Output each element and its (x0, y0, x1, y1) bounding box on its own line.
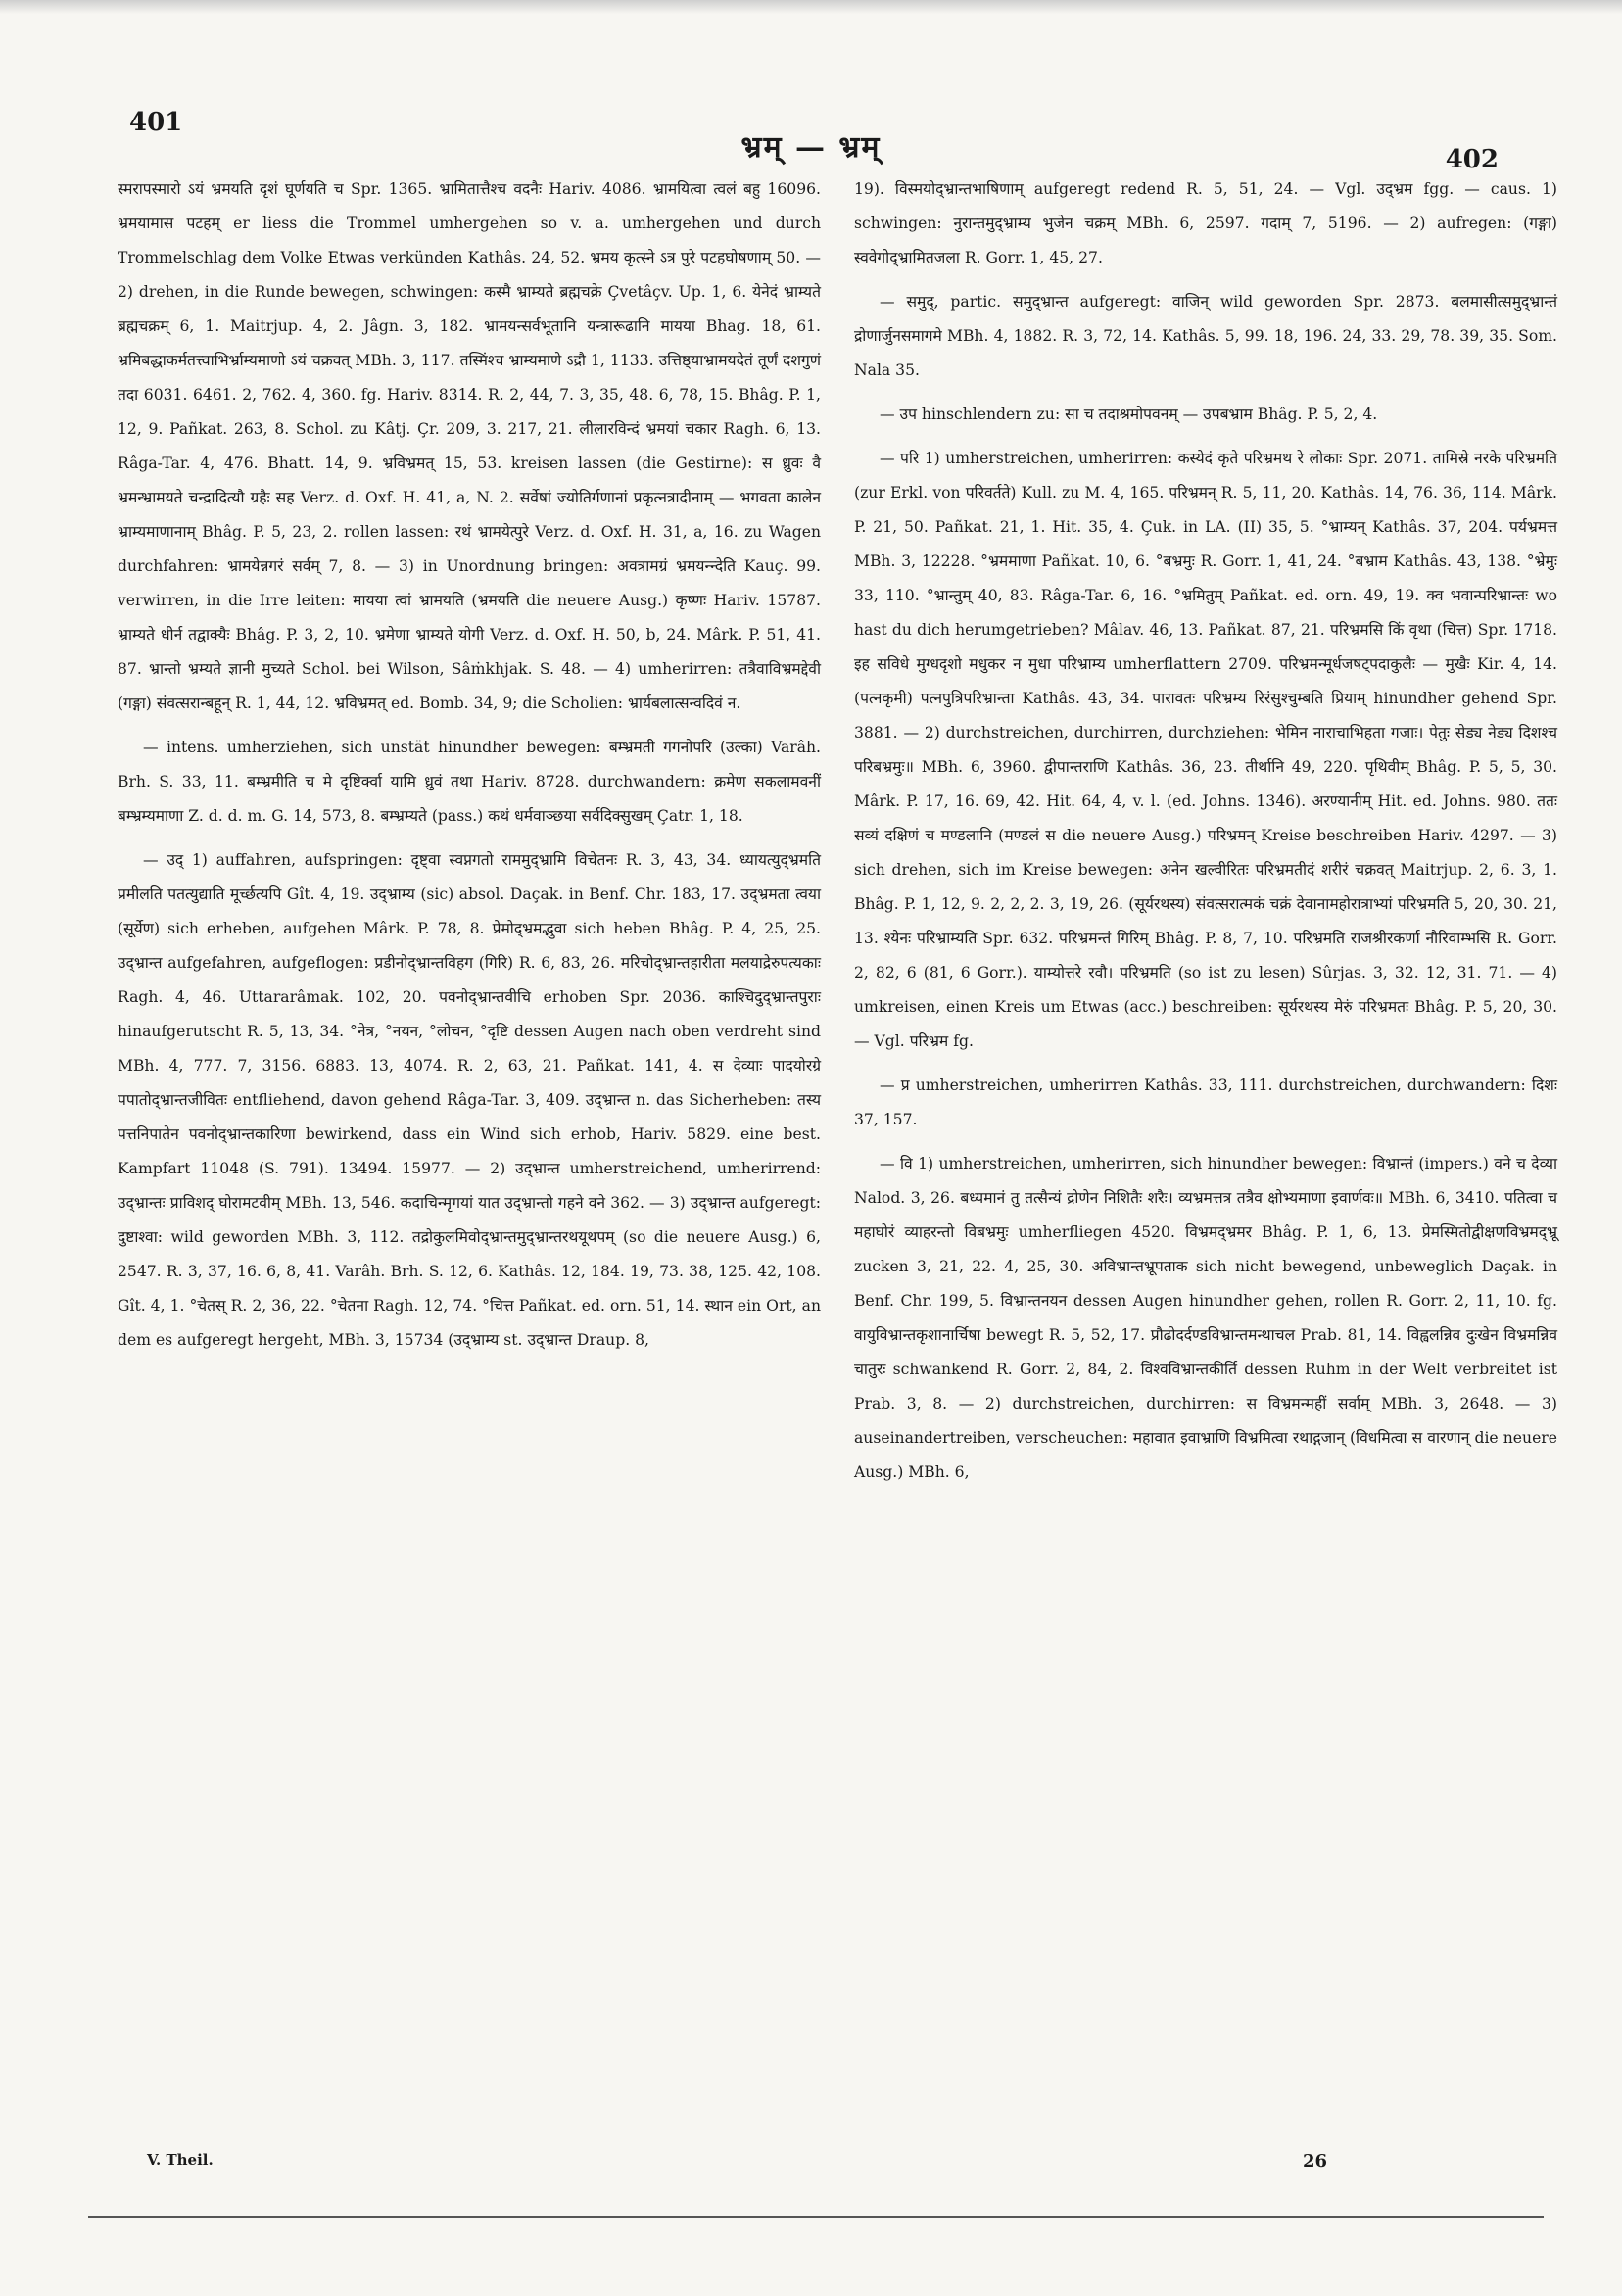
entry-paragraph: स्मरापस्मारो ऽयं भ्रमयति दृशं घूर्णयति च Spr. 1365. भ्रामितात्तैश्च वदनैः Hariv. 4086. भ्रामयित्वा त्वलं बहु 16096. भ्रमयामास पटहम् er liess die Trommel umhergehen so v. a. umhergehen und durch Trommelschlag dem Volke Etwas verkünden Kathâs. 24, 52. भ्रमय कृत्स्ने ऽत्र पुरे पटहघोषणाम् 50. — 2) drehen, in die Runde bewegen, schwingen: कस्मै भ्राम्यते ब्रह्मचक्रे Çvetâçv. Up. 1, 6. येनेदं भ्राम्यते ब्रह्मचक्रम् 6, 1. Maitrjup. 4, 2. Jâgn. 3, 182. भ्रामयन्सर्वभूतानि यन्त्रारूढानि मायया Bhag. 18, 61. भ्रमिबद्धाकर्मतत्त्वाभिर्भ्राम्यमाणो ऽयं चक्रवत् MBh. 3, 117. तस्मिंश्च भ्राम्यमाणे ऽद्रौ 1, 1133. उत्तिष्ठ्याभ्रामयदेतं तूर्णं दशगुणं तदा 6031. 6461. 2, 762. 4, 360. fg. Hariv. 8314. R. 2, 44, 7. 3, 35, 48. 6, 78, 15. Bhâg. P. 1, 12, 9. Pañkat. 263, 8. Schol. zu Kâtj. Çr. 209, 3. 217, 21. लीलारविन्दं भ्रमयां चकार Ragh. 6, 13. Râga-Tar. 4, 476. Bhatt. 14, 9. भ्रविभ्रमत् 15, 53. kreisen lassen (die Gestirne): स ध्रुवः वै भ्रमन्भ्रामयते चन्द्रादित्यौ ग्रहैः सह Verz. d. Oxf. H. 41, a, N. 2. सर्वेषां ज्योतिर्गणानां प्रकृत्नत्रादीनाम् — भगवता कालेन भ्राम्यमाणानाम् Bhâg. P. 5, 23, 2. rollen lassen: रथं भ्रामयेत्पुरे Verz. d. Oxf. H. 31, a, 16. zu Wagen durchfahren: भ्रामयेन्नगरं सर्वम् 7, 8. — 3) in Unordnung bringen: अवत्रामग्रं भ्रमयन्न्देति Kauç. 99. verwirren, in die Irre leiten: मायया त्वां भ्रामयति (भ्रमयति die neuere Ausg.) कृष्णः Hariv. 15787. भ्राम्यते धीर्न तद्वाक्यैः Bhâg. P. 3, 2, 10. भ्रमेणा भ्राम्यते योगी Verz. d. Oxf. H. 50, b, 24. Mârk. P. 51, 41. 87. भ्रान्तो भ्रम्यते ज्ञानी मुच्यते Schol. bei Wilson, Sâṁkhjak. S. 48. — 4) umherirren: तत्रैवाविभ्रमद्देवी (गङ्गा) संवत्सरान्बहून् R. 1, 44, 12. भ्रविभ्रमत् ed. Bomb. 34, 9; die Scholien: भ्रार्यबलात्सन्वदिवं न. (118, 180, 821, 712)
left-column (118, 172, 821, 1367)
page-number-right: 402 (1445, 145, 1499, 174)
volume-note: V. Theil. (147, 2151, 214, 2169)
entry-paragraph: — प्र umherstreichen, umherirren Kathâs. 33, 111. durchstreichen, durchwandern: दिशः 37, 157. (854, 1076, 1557, 1128)
page-header (118, 102, 1504, 174)
running-head: भ्रम् — भ्रम् (740, 130, 882, 165)
entry-paragraph: — परि 1) umherstreichen, umherirren: कस्येदं कृते परिभ्रमथ रे लोकाः Spr. 2071. तामिस्रे नरके परिभ्रमति (zur Erkl. von परिवर्तते) Kull. zu M. 4, 165. परिभ्रमन् R. 5, 11, 20. Kathâs. 14, 76. 36, 114. Mârk. P. 21, 50. Pañkat. 21, 1. Hit. 35, 4. Çuk. in LA. (II) 35, 5. °भ्राम्यन् Kathâs. 37, 204. पर्यभ्रमत्त MBh. 3, 12228. °भ्रममाणा Pañkat. 10, 6. °बभ्रमुः R. Gorr. 1, 41, 24. °बभ्राम Kathâs. 43, 138. °भ्रेमुः 33, 110. °भ्रान्तुम् 40, 83. Râga-Tar. 6, 16. °भ्रमितुम् Pañkat. ed. orn. 49, 19. क्व भवान्परिभ्रान्तः wo hast du dich herumgetrieben? Mâlav. 46, 13. Pañkat. 87, 21. परिभ्रमसि किं वृथा (चित्त) Spr. 1718. इह सविधे मुग्धदृशो मधुकर न मुधा परिभ्राम्य umherflattern 2709. परिभ्रमन्मूर्धजषट्पदाकुलैः — मुखैः Kir. 4, 14. (पत्नकृमी) पत्नपुत्रिपरिभ्रान्ता Kathâs. 43, 34. पारावतः परिभ्रम्य रिरंसुश्चुम्बति प्रियाम् hinundher gehend Spr. 3881. — 2) durchstreichen, durchirren, durchziehen: भेमिन नाराचाभिहता गजाः। पेतुः सेड्य नेड्य दिशश्च परिबभ्रमुः॥ MBh. 6, 3960. द्वीपान्तराणि Kathâs. 36, 23. तीर्थानि 49, 220. पृथिवीम् Bhâg. P. 5, 5, 30. Mârk. P. 17, 16. 69, 42. Hit. 64, 4, v. l. (ed. Johns. 1346). अरण्यानीम् Hit. ed. Johns. 980. ततः सव्यं दक्षिणं च मण्डलानि (मण्डलं स die neuere Ausg.) परिभ्रमन् Kreise beschreiben Hariv. 4297. — 3) sich drehen, sich im Kreise bewegen: अनेन खल्वीरितः परिभ्रमतीदं शरीरं चक्रवत् Maitrjup. 2, 6. 3, 1. Bhâg. P. 1, 12, 9. 2, 2, 2. 3, 19, 26. (सूर्यरथस्य) संवत्सरात्मकं चक्रं देवानामहोरात्राभ्यां परिभ्रमति 5, 20, 30. 21, 13. श्येनः परिभ्राम्यति Spr. 632. परिभ्रमन्तं गिरिम् Bhâg. P. 8, 7, 10. परिभ्रमति राजश्रीरकर्णा नौरिवाम्भसि R. Gorr. 2, 82, 6 (81, 6 Gorr.). याम्योत्तरे रवौ। परिभ्रमति (so ist zu lesen) Sûrjas. 3, 32. 12, 31. 71. — 4) umkreisen, einen Kreis um Etwas (acc.) beschreiben: सूर्यरथस्य मेरुं परिभ्रमतः Bhâg. P. 5, 20, 30. — Vgl. परिभ्रम fg. (854, 450, 1557, 1050)
entry-paragraph: — उद् 1) auffahren, aufspringen: दृष्ट्वा स्वप्नगतो राममुद्भ्रामि विचेतनः R. 3, 43, 34. ध्यायत्युद्भ्रमति प्रमीलति पतत्युद्याति मूर्च्छत्यपि Gît. 4, 19. उद्भ्राम्य (sic) absol. Daçak. in Benf. Chr. 183, 17. उद्भ्रमता त्वया (सूर्येण) sich erheben, aufgehen Mârk. P. 78, 8. प्रेमोद्भ्रमद्भुवा sich heben Bhâg. P. 4, 25, 25. उद्भ्रान्त aufgefahren, aufgeflogen: प्रडीनोद्भ्रान्तविहग (गिरि) R. 6, 83, 26. मरिचोद्भ्रान्तहारीता मलयाद्रेरुपत्यकाः Ragh. 4, 46. Uttararâmak. 102, 20. पवनोद्भ्रान्तवीचि erhoben Spr. 2036. काश्चिदुद्भ्रान्तपुराः hinaufgerutscht R. 5, 13, 34. °नेत्र, °नयन, °लोचन, °दृष्टि dessen Augen nach oben verdreht sind MBh. 4, 777. 7, 3156. 6883. 13, 4074. R. 2, 63, 21. Pañkat. 141, 4. स देव्याः पादयोरग्रे पपातोद्भ्रान्तजीवितः entfliehend, davon gehend Râga-Tar. 3, 409. उद्भ्रान्त n. das Sicherheben: तस्य पत्तनिपातेन पवनोद्भ्रान्तकारिणा bewirkend, dass ein Wind sich erhob, Hariv. 5829. eine best. Kampfart 11048 (S. 791). 13494. 15977. — 2) उद्भ्रान्त umherstreichend, umherirrend: उद्भ्रान्तः प्राविशद् घोरामटवीम् MBh. 13, 546. कदाचिन्मृगयां यात उद्भ्रान्तो गहने वने 362. — 3) उद्भ्रान्त aufgeregt: दुष्टाश्वा: wild geworden MBh. 3, 112. तद्रोकुलमिवोद्भ्रान्तमुद्भ्रान्तरथयूथपम् (so die neuere Ausg.) 6, 2547. R. 3, 37, 16. 6, 8, 41. Varâh. Brh. S. 12, 6. Kathâs. 12, 184. 19, 73. 38, 125. 42, 108. Gît. 4, 1. °चेतस् R. 2, 36, 22. °चेतना Ragh. 12, 74. °चित्त Pañkat. ed. orn. 51, 14. स्थान ein Ort, an dem es aufgeregt hergeht, MBh. 3, 15734 (उद्भ्राम्य st. उद्भ्रान्त Draup. 8, (118, 851, 821, 1349)
entry-paragraph: 19). विस्मयोद्भ्रान्तभाषिणाम् aufgeregt redend R. 5, 51, 24. — Vgl. उद्भ्रम fgg. — caus. 1) schwingen: नुरान्तमुद्भ्राम्य भुजेन चक्रम् MBh. 6, 2597. गदाम् 7, 5196. — 2) aufregen: (गङ्गा) स्ववेगोद्भ्रामितजला R. Gorr. 1, 45, 27. (854, 180, 1557, 266)
scan-edge (0, 0, 1622, 14)
page-number-left: 401 (129, 108, 183, 137)
signature-mark: 26 (1303, 2151, 1328, 2172)
entry-paragraph: — समुद्, partic. समुद्भ्रान्त aufgeregt: वाजिन् wild geworden Spr. 2873. बलमासीत्समुद्भ्रान्तं द्रोणार्जुनसमागमे MBh. 4, 1882. R. 3, 72, 14. Kathâs. 5, 99. 18, 196. 24, 33. 29, 78. 39, 35. Som. Nala 35. (854, 293, 1557, 379)
entry-paragraph: — उप hinschlendern zu: सा च तदाश्रमोपवनम् — उपबभ्राम Bhâg. P. 5, 2, 4. (880, 406, 1378, 423)
right-column (854, 172, 1557, 1500)
entry-paragraph: — वि 1) umherstreichen, umherirren, sich hinundher bewegen: विभ्रान्तं (impers.) वने च देव्या Nalod. 3, 26. बध्यमानं तु तत्सैन्यं द्रोणेन निशितैः शरैः। व्यभ्रमत्तत्र तत्रैव क्षोभ्यमाणा इवार्णवः॥ MBh. 6, 3410. पतित्वा च महाघोरं व्याहरन्तो विबभ्रमुः umherfliegen 4520. विभ्रमद्भ्रमर Bhâg. P. 1, 6, 13. प्रेमस्मितोद्वीक्षणविभ्रमद्भ्रू zucken 3, 21, 22. 4, 25, 30. अविभ्रान्तभ्रूपताक sich nicht bewegend, unbeweglich Daçak. in Benf. Chr. 199, 5. विभ्रान्तनयन dessen Augen hinundher gehen, rollen R. Gorr. 2, 11, 10. fg. वायुविभ्रान्तकृशानार्चिषा bewegt R. 5, 52, 17. प्रौढोदर्दण्डविभ्रान्तमन्थाचल Prab. 81, 14. विह्वलन्निव दुःखेन विभ्रमन्निव चातुरः schwankend R. Gorr. 2, 84, 2. विश्वविभ्रान्तकीर्ति dessen Ruhm in der Welt verbreitet ist Prab. 3, 8. — 2) durchstreichen, durchirren: स विभ्रमन्महीं सर्वाम् MBh. 3, 2648. — 3) auseinandertreiben, verscheuchen: महावात इवाभ्राणि विभ्रमित्वा रथाद्गजान् (विधमित्वा स वारणान् die neuere Ausg.) MBh. 6, (854, 1155, 1557, 1481)
entry-paragraph: — intens. umherziehen, sich unstät hinundher bewegen: बम्भ्रमती गगनोपरि (उल्का) Varâh. Brh. S. 33, 11. बम्भ्रमीति च मे दृष्टिर्क्वा यामि ध्रुवं तथा Hariv. 8728. durchwandern: क्रमेण सकलामवनीं बम्भ्रम्यमाणा Z. d. d. m. G. 14, 573, 8. बम्भ्रम्यते (pass.) कथं धर्मवाञ्छया सर्वदिक्सुखम् Çatr. 1, 18. (118, 739, 821, 825)
column-divider (831, 172, 832, 2141)
bottom-rule (88, 2216, 1544, 2218)
